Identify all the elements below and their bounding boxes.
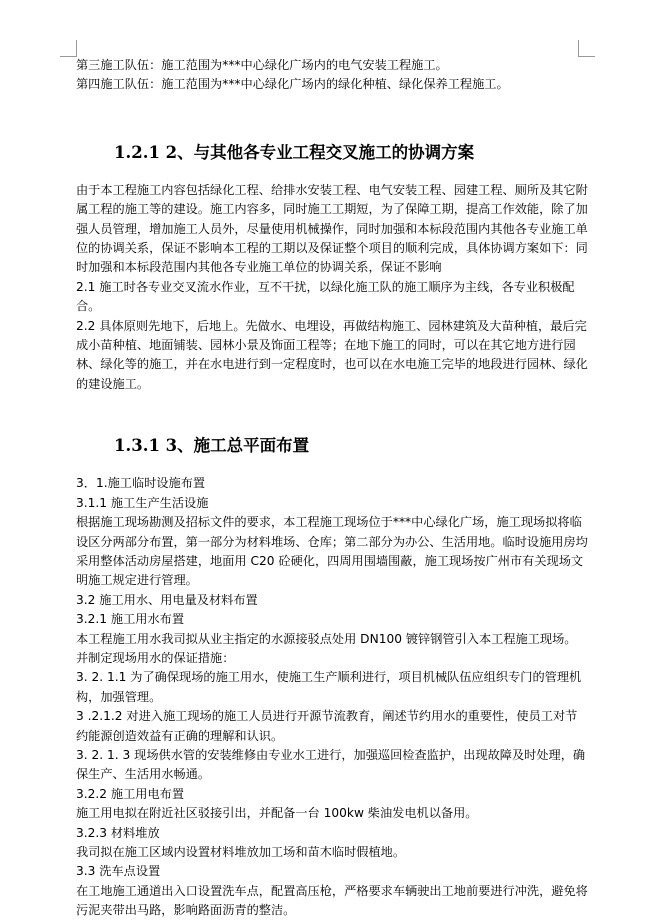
paragraph-car-wash: 在工地施工通道出入口设置洗车点，配置高压枪，严格要求车辆驶出工地前要进行冲洗，避免将污泥夹带出马路，影响路面沥青的整洁。 <box>76 883 588 918</box>
paragraph-3-2-1-3: 3. 2. 1. 3 现场供水管的安装维修由专业水工进行，加强巡回检查监护，出现故障及时处理，确保生产、生活用水畅通。 <box>76 747 586 782</box>
crop-mark-top-right <box>578 40 595 57</box>
paragraph-water-supply: 本工程施工用水我司拟从业主指定的水源接驳点处用 DN100 镀锌钢管引入本工程施工现场。并制定现场用水的保证措施： <box>76 631 577 665</box>
paragraph-coordination-intro: 由于本工程施工内容包括绿化工程、给排水安装工程、电气安装工程、园建工程、厕所及其它附属工程的施工等的建设。施工内容多，同时施工工期短，为了保障工期，提高工作效能，除了加强人员管理，增加施工人员外，尽量使用机械操作，同时加强和本标段范围内其他各专业施工单位的协调关系，保证不影响本工程的工期以及保证整个项目的顺利完成，具体协调方案如下：同时加强和本标段范围内其他各专业施工单位的协调关系，保证不影响 <box>76 182 588 275</box>
page-content <box>76 56 588 921</box>
heading-coordination-plan: 1.2.1 2、与其他各专业工程交叉施工的协调方案 <box>114 142 475 162</box>
subheading-3-2-3: 3.2.3 材料堆放 <box>76 825 160 840</box>
paragraph-material-storage: 我司拟在施工区域内设置材料堆放加工场和苗木临时假植地。 <box>76 845 406 859</box>
paragraph-site-facilities: 根据施工现场勘测及招标文件的要求，本工程施工现场位于***中心绿化广场，施工现场拟将临设区分两部分布置，第一部分为材料堆场、仓库；第二部分为办公、生活用地。临时设施用房均采用整体活动房屋搭建，地面用 C20 砼硬化，四周用围墙围蔽，施工现场按广州市有关现场文明施工规定进行管理。 <box>76 515 588 588</box>
paragraph-3-2-1-1: 3. 2. 1.1 为了确保现场的施工用水，使施工生产顺利进行，项目机械队伍应组织专门的管理机构，加强管理。 <box>76 670 582 704</box>
paragraph-power-supply: 施工用电拟在附近社区驳接引出，并配备一台 100kw 柴油发电机以备用。 <box>76 806 478 821</box>
subheading-3-2: 3.2 施工用水、用电量及材料布置 <box>76 592 258 607</box>
crop-mark-top-left <box>60 40 77 57</box>
subheading-3-2-2: 3.2.2 施工用电布置 <box>76 786 185 801</box>
paragraph-team-4: 第四施工队伍：施工范围为***中心绿化广场内的绿化种植、绿化保养工程施工。 <box>76 77 509 92</box>
subheading-3-1-1: 3.1.1 施工生产生活设施 <box>76 495 209 510</box>
paragraph-2-1: 2.1 施工时各专业交叉流水作业，互不干扰，以绿化施工队的施工顺序为主线，各专业积极配合。 <box>76 279 575 314</box>
paragraph-2-2: 2.2 具体原则先地下，后地上。先做水、电埋设，再做结构施工、园林建筑及大苗种植，最后完成小苗种植、地面铺装、园林小景及饰面工程等；在地下施工的同时，可以在其它地方进行园林、绿化等的施工，并在水电进行到一定程度时，也可以在水电施工完毕的地段进行园林、绿化的建设施工。 <box>76 318 588 391</box>
paragraph-3-2-1-2: 3 .2.1.2 对进入施工现场的施工人员进行开源节流教育，阐述节约用水的重要性，使员工对节约能源创造效益有正确的理解和认识。 <box>76 709 578 743</box>
subheading-3-2-1: 3.2.1 施工用水布置 <box>76 612 185 627</box>
heading-site-layout: 1.3.1 3、施工总平面布置 <box>114 436 310 456</box>
subheading-3-3: 3.3 洗车点设置 <box>76 864 161 879</box>
paragraph-team-3: 第三施工队伍：施工范围为***中心绿化广场内的电气安装工程施工。 <box>76 58 448 72</box>
subheading-3-1: 3．1.施工临时设施布置 <box>76 476 206 491</box>
